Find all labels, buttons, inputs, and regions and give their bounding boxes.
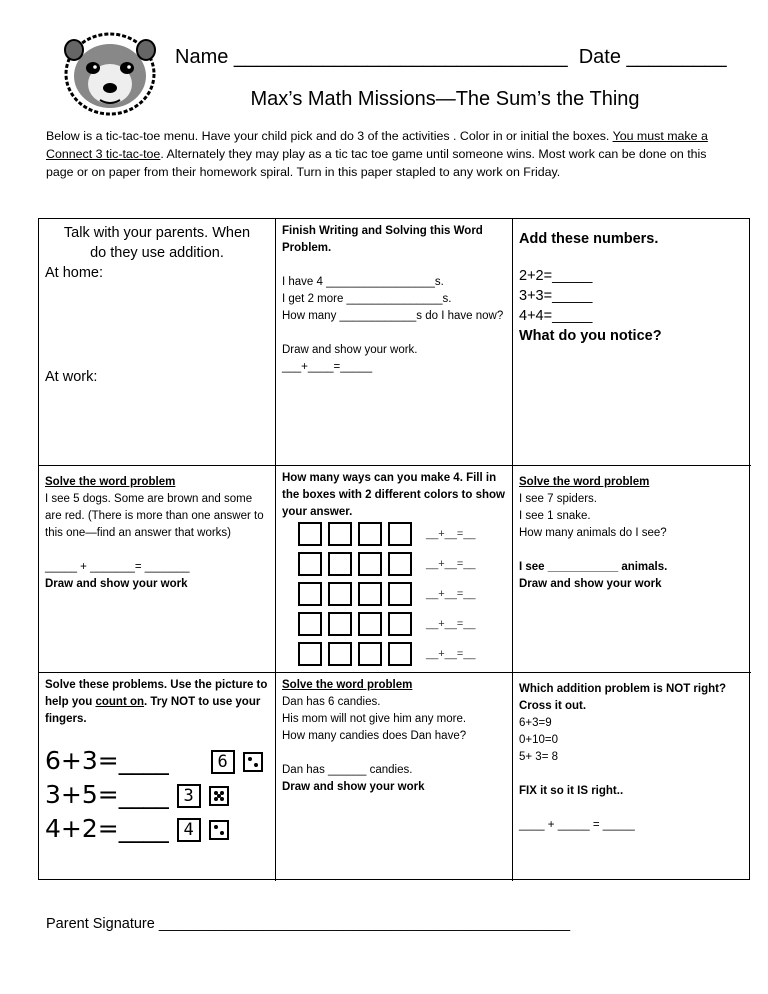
parent-signature-line[interactable]: Parent Signature ___________________________________________________ — [46, 916, 571, 932]
draw-instruction: Draw and show your work — [282, 781, 425, 793]
draw-instruction: Draw and show your work. — [282, 344, 418, 356]
addition-line: 4+4=_____ — [519, 308, 593, 324]
notice-question: What do you notice? — [519, 328, 662, 344]
cell-dogs-problem[interactable] — [39, 466, 276, 673]
number-box: 4 — [177, 818, 201, 842]
die-two-icon — [209, 820, 229, 840]
instructions-part2: . Alternately they may play as a tic tac toe game until someone wins. Most work can be done on this page or on paper from their homework spiral. Turn in this paper stapled to any work on Friday. — [46, 147, 707, 179]
problem-line: How many candies does Dan have? — [282, 730, 467, 742]
cell-title: Add these numbers. — [519, 231, 659, 247]
cell-count-on[interactable] — [39, 673, 276, 881]
problem-line: His mom will not give him any more. — [282, 713, 467, 725]
problem-line: I get 2 more _______________s. — [282, 293, 452, 305]
problem-line: I see 1 snake. — [519, 510, 591, 522]
box-equation-blank: __+__=__ — [426, 588, 476, 600]
number-box: 3 — [177, 784, 201, 808]
color-box[interactable] — [358, 612, 382, 636]
instructions-underlined: You must make a Connect 3 tic-tac-toe — [46, 129, 708, 161]
number-box: 6 — [211, 750, 235, 774]
color-box[interactable] — [388, 522, 412, 546]
box-equation-blank: __+__=__ — [426, 528, 476, 540]
color-box[interactable] — [298, 522, 322, 546]
problem-line: How many ____________s do I have now? — [282, 310, 504, 322]
color-box[interactable] — [328, 552, 352, 576]
problem-line: I have 4 _________________s. — [282, 276, 444, 288]
equation-option[interactable]: 0+10=0 — [519, 734, 559, 746]
at-home-label: At home: — [45, 265, 104, 281]
equation-blank: _____ + _______= _______ — [45, 561, 190, 573]
instructions — [46, 127, 736, 181]
page-title: Max’s Math Missions—The Sum’s the Thing — [250, 88, 640, 110]
problem-line: I see 7 spiders. — [519, 493, 597, 505]
equation-option[interactable]: 5+ 3= 8 — [519, 751, 559, 763]
equation-option[interactable]: 6+3=9 — [519, 717, 552, 729]
count-on-problem-2: 3+5=____ 3 — [45, 778, 269, 812]
cell-talk-line2: do they use addition. — [90, 245, 224, 261]
die-five-icon — [209, 786, 229, 806]
box-equation-blank: __+__=__ — [426, 558, 476, 570]
cell-title: Which addition problem is NOT right? Cross it out. — [519, 683, 726, 712]
cell-ways-to-make-4[interactable] — [276, 466, 513, 673]
color-box[interactable] — [298, 582, 322, 606]
color-box[interactable] — [328, 582, 352, 606]
draw-instruction: Draw and show your work — [45, 578, 188, 590]
equation-blank: ____ + _____ = _____ — [519, 819, 635, 831]
problem-line: How many animals do I see? — [519, 527, 667, 539]
at-work-label: At work: — [45, 369, 98, 385]
cell-spiders-problem[interactable] — [513, 466, 751, 673]
answer-line: I see ___________ animals. — [519, 561, 668, 573]
color-box[interactable] — [358, 552, 382, 576]
cell-title: Solve the word problem — [519, 476, 650, 488]
color-box[interactable] — [358, 642, 382, 666]
fix-instruction: FIX it so it IS right.. — [519, 785, 624, 797]
color-box[interactable] — [328, 642, 352, 666]
color-box[interactable] — [388, 612, 412, 636]
color-box[interactable] — [298, 612, 322, 636]
color-box[interactable] — [388, 642, 412, 666]
count-on-problem-1: 6+3=____ 6 — [45, 744, 269, 778]
cell-title: How many ways can you make 4. Fill in the boxes with 2 different colors to show your answer. — [282, 472, 505, 518]
addition-line: 3+3=_____ — [519, 288, 593, 304]
count-on-problem-3: 4+2=____ 4 — [45, 812, 269, 846]
color-box[interactable] — [388, 582, 412, 606]
color-box[interactable] — [358, 522, 382, 546]
cell-talk-line1: Talk with your parents. When — [63, 225, 251, 241]
color-box[interactable] — [328, 612, 352, 636]
cell-add-numbers[interactable] — [513, 219, 751, 466]
cell-not-right[interactable] — [513, 673, 751, 881]
cell-title: Finish Writing and Solving this Word Problem. — [282, 225, 483, 254]
cell-candies-problem[interactable] — [276, 673, 513, 881]
draw-instruction: Draw and show your work — [519, 578, 662, 590]
die-two-icon — [243, 752, 263, 772]
cell-talk-parents[interactable] — [39, 219, 276, 466]
cell-title: Solve the word problem — [282, 679, 413, 691]
color-box[interactable] — [298, 642, 322, 666]
color-box[interactable] — [298, 552, 322, 576]
answer-line: Dan has ______ candies. — [282, 764, 413, 776]
color-box[interactable] — [388, 552, 412, 576]
box-equation-blank: __+__=__ — [426, 618, 476, 630]
box-equation-blank: __+__=__ — [426, 648, 476, 660]
color-box[interactable] — [328, 522, 352, 546]
addition-line: 2+2=_____ — [519, 268, 593, 284]
tic-tac-toe-grid — [38, 218, 750, 880]
cell-word-problem-writing[interactable] — [276, 219, 513, 466]
cell-title: Solve the word problem — [45, 476, 176, 488]
color-box[interactable] — [358, 582, 382, 606]
equation-blank: ___+____=_____ — [282, 361, 373, 373]
problem-text: I see 5 dogs. Some are brown and some are red. (There is more than one answer to this one—find an answer that works) — [45, 493, 264, 539]
instructions-part1: Below is a tic-tac-toe menu. Have your child pick and do 3 of the activities . Color in or initial the boxes. — [46, 129, 613, 143]
problem-line: Dan has 6 candies. — [282, 696, 381, 708]
cell-title: Solve these problems. Use the picture to help you count on. Try NOT to use your fingers. — [45, 679, 268, 725]
name-date-line[interactable]: Name ______________________________ Date _________ — [175, 46, 727, 68]
